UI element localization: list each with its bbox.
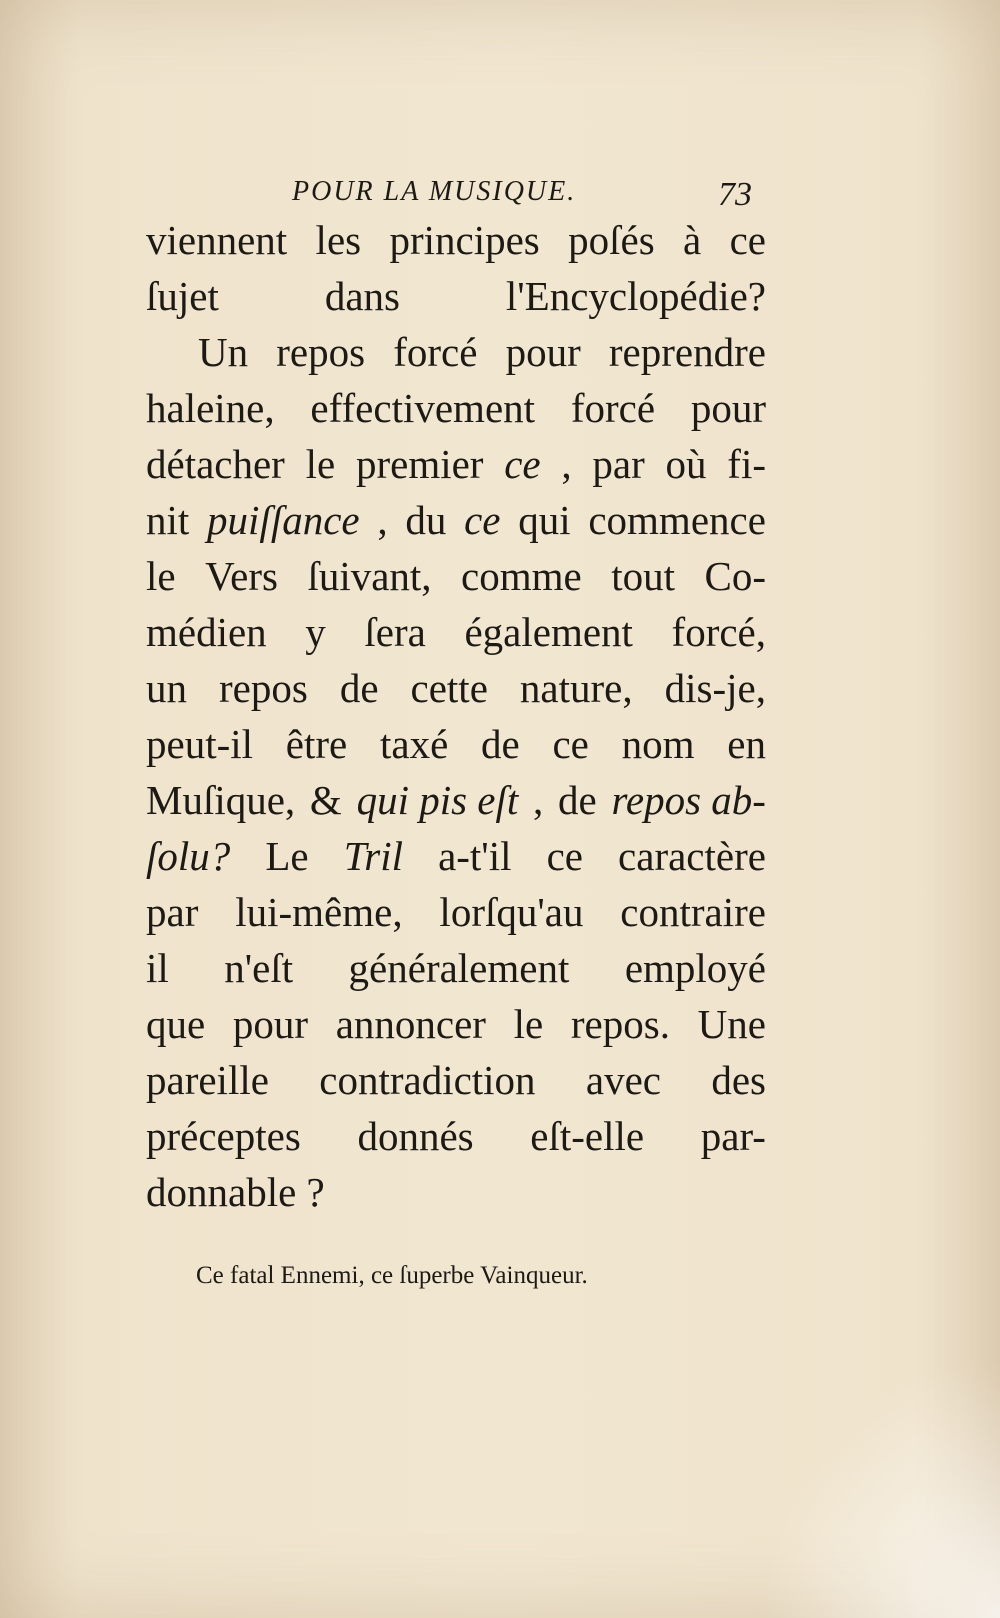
word: du bbox=[405, 497, 447, 543]
word: ce bbox=[552, 721, 589, 767]
text-line bbox=[146, 268, 766, 324]
word: puiſſance bbox=[207, 497, 360, 543]
word: le bbox=[513, 1001, 544, 1047]
word: n'eſt bbox=[224, 945, 294, 991]
word: pareille bbox=[146, 1057, 269, 1103]
word: a-t'il bbox=[438, 833, 512, 879]
word: annoncer bbox=[335, 1001, 486, 1047]
word: de bbox=[558, 777, 597, 823]
word: médien bbox=[146, 609, 267, 655]
word: haleine, bbox=[146, 385, 275, 431]
text-line bbox=[146, 492, 766, 548]
word: nature, bbox=[519, 665, 633, 711]
word: ce bbox=[546, 833, 583, 879]
word: généralement bbox=[348, 945, 570, 991]
word: également bbox=[464, 609, 633, 655]
word: ſolu? bbox=[146, 833, 231, 879]
text-line bbox=[146, 996, 766, 1052]
word: donnable ? bbox=[146, 1169, 325, 1215]
text-line bbox=[146, 380, 766, 436]
word: pour bbox=[690, 385, 766, 431]
word: comme bbox=[461, 553, 582, 599]
word: principes bbox=[389, 217, 540, 263]
word: où bbox=[665, 441, 707, 487]
word: ſujet bbox=[146, 273, 219, 319]
word: repos ab- bbox=[611, 777, 766, 823]
word: les bbox=[315, 217, 362, 263]
word: par bbox=[592, 441, 645, 487]
word: effectivement bbox=[310, 385, 536, 431]
word: Le bbox=[265, 833, 309, 879]
body-text bbox=[146, 212, 766, 1220]
word: donnés bbox=[357, 1113, 474, 1159]
text-line bbox=[146, 940, 766, 996]
word: qui bbox=[518, 497, 571, 543]
word: nit bbox=[146, 497, 190, 543]
word: ce bbox=[504, 441, 541, 487]
word: des bbox=[711, 1057, 766, 1103]
word: fi- bbox=[727, 441, 766, 487]
word: Tril bbox=[343, 833, 403, 879]
word: lui-même, bbox=[235, 889, 403, 935]
word: Co- bbox=[704, 553, 766, 599]
text-line bbox=[146, 716, 766, 772]
word: contraire bbox=[620, 889, 766, 935]
word: détacher bbox=[146, 441, 285, 487]
word: & bbox=[309, 777, 342, 823]
word: repos bbox=[219, 665, 308, 711]
page-number: 73 bbox=[718, 176, 752, 213]
word: être bbox=[285, 721, 348, 767]
word: pour bbox=[232, 1001, 309, 1047]
paper-stain bbox=[760, 1358, 1000, 1618]
word: premier bbox=[355, 441, 484, 487]
word: forcé bbox=[570, 385, 656, 431]
word: poſés bbox=[568, 217, 655, 263]
word: Une bbox=[697, 1001, 766, 1047]
word: de bbox=[339, 665, 379, 711]
word: avec bbox=[585, 1057, 661, 1103]
word: nom bbox=[621, 721, 695, 767]
word: dans bbox=[324, 273, 400, 319]
word: forcé, bbox=[671, 609, 766, 655]
word: préceptes bbox=[146, 1113, 301, 1159]
word: commence bbox=[588, 497, 766, 543]
word: forcé bbox=[393, 329, 478, 375]
word: viennent bbox=[146, 217, 288, 263]
word: , bbox=[533, 777, 544, 823]
word: par- bbox=[700, 1113, 766, 1159]
text-line bbox=[146, 604, 766, 660]
text-line bbox=[146, 828, 766, 884]
word: taxé bbox=[379, 721, 449, 767]
text-line bbox=[146, 1108, 766, 1164]
word: ce bbox=[464, 497, 501, 543]
word: , bbox=[561, 441, 572, 487]
word: il bbox=[146, 945, 169, 991]
word: lorſqu'au bbox=[439, 889, 584, 935]
word: ce bbox=[729, 217, 766, 263]
word: qui pis eſt bbox=[356, 777, 519, 823]
word: l'Encyclopédie? bbox=[505, 273, 766, 319]
text-line bbox=[146, 884, 766, 940]
word: peut-il bbox=[146, 721, 254, 767]
word: un bbox=[146, 665, 187, 711]
word: reprendre bbox=[608, 329, 766, 375]
word: le bbox=[305, 441, 336, 487]
word: tout bbox=[611, 553, 676, 599]
word: y bbox=[305, 609, 326, 655]
word: de bbox=[481, 721, 520, 767]
text-line bbox=[146, 436, 766, 492]
word: contradiction bbox=[319, 1057, 536, 1103]
text-line bbox=[146, 1052, 766, 1108]
text-line bbox=[146, 324, 766, 380]
running-head: POUR LA MUSIQUE. bbox=[292, 176, 577, 207]
word: Vers bbox=[205, 553, 278, 599]
word: Muſique, bbox=[146, 777, 296, 823]
word: que bbox=[146, 1001, 206, 1047]
word: pour bbox=[505, 329, 581, 375]
word: par bbox=[146, 889, 199, 935]
word: à bbox=[683, 217, 702, 263]
word: employé bbox=[624, 945, 766, 991]
text-line bbox=[146, 1164, 766, 1220]
text-line bbox=[146, 660, 766, 716]
word: Un bbox=[198, 329, 249, 375]
word: ſuivant, bbox=[307, 553, 432, 599]
word: repos bbox=[276, 329, 366, 375]
text-line bbox=[146, 772, 766, 828]
word: en bbox=[727, 721, 766, 767]
word: ſera bbox=[364, 609, 426, 655]
word: repos. bbox=[570, 1001, 670, 1047]
text-line bbox=[146, 212, 766, 268]
word: dis-je, bbox=[664, 665, 766, 711]
footnote: Ce fatal Ennemi, ce ſuperbe Vainqueur. bbox=[196, 1262, 588, 1289]
word: cette bbox=[410, 665, 488, 711]
word: caractère bbox=[618, 833, 766, 879]
word: le bbox=[146, 553, 176, 599]
word: , bbox=[377, 497, 388, 543]
text-line bbox=[146, 548, 766, 604]
word: eſt-elle bbox=[530, 1113, 645, 1159]
